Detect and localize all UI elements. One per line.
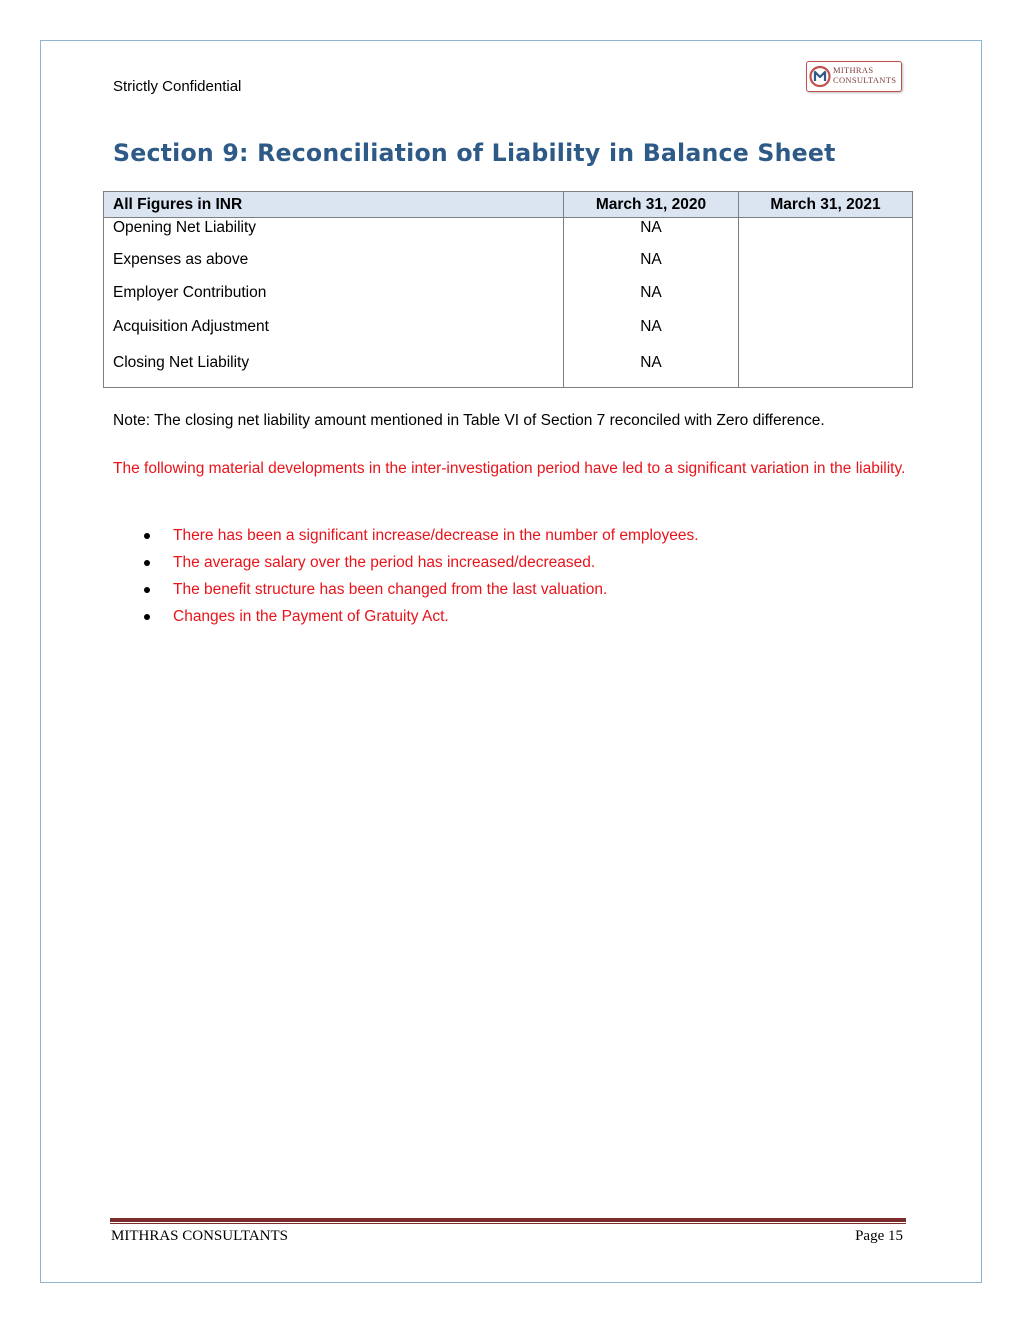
- section-title: Section 9: Reconciliation of Liability in Balance Sheet: [113, 139, 836, 167]
- value-2021: [739, 344, 913, 388]
- row-label: Closing Net Liability: [104, 344, 564, 388]
- column-header-2020: March 31, 2020: [564, 192, 739, 218]
- column-header-figures: All Figures in INR: [104, 192, 564, 218]
- bullet-icon: [144, 587, 150, 593]
- list-item: [140, 552, 699, 579]
- value-2020: NA: [564, 243, 739, 277]
- table-row: [104, 344, 913, 388]
- company-logo: [806, 61, 902, 92]
- page-number: Page 15: [855, 1228, 903, 1244]
- table-row: [104, 277, 913, 311]
- logo-line-2: CONSULTANTS: [833, 74, 897, 85]
- bullet-icon: [144, 533, 150, 539]
- variation-bullet-list: [140, 525, 699, 633]
- variation-intro: The following material developments in the inter-investigation period have led to a significant variation in the liability.: [113, 460, 906, 477]
- value-2020: NA: [564, 344, 739, 388]
- list-item: [140, 525, 699, 552]
- value-2020: NA: [564, 277, 739, 311]
- list-item-text: Changes in the Payment of Gratuity Act.: [173, 608, 449, 625]
- bullet-icon: [144, 614, 150, 620]
- list-item-text: The average salary over the period has increased/decreased.: [173, 554, 596, 571]
- mithras-logo-icon: [807, 62, 833, 91]
- list-item-text: The benefit structure has been changed from the last valuation.: [173, 581, 608, 598]
- value-2020: NA: [564, 310, 739, 344]
- table-row: [104, 243, 913, 277]
- row-label: Expenses as above: [104, 243, 564, 277]
- bullet-icon: [144, 560, 150, 566]
- row-label: Employer Contribution: [104, 277, 564, 311]
- row-label: Opening Net Liability: [104, 218, 564, 244]
- value-2021: [739, 243, 913, 277]
- value-2021: [739, 277, 913, 311]
- footer-divider-thin: [110, 1223, 906, 1224]
- reconciliation-table: [103, 191, 913, 388]
- column-header-2021: March 31, 2021: [739, 192, 913, 218]
- logo-text: [833, 66, 896, 85]
- footer-divider: [110, 1218, 906, 1222]
- list-item: [140, 579, 699, 606]
- reconciliation-note: Note: The closing net liability amount mentioned in Table VI of Section 7 reconciled with Zero difference.: [113, 412, 825, 429]
- row-label: Acquisition Adjustment: [104, 310, 564, 344]
- list-item: [140, 606, 699, 633]
- logo-line-1: MITHRAS: [833, 65, 874, 75]
- confidential-label: Strictly Confidential: [113, 78, 242, 95]
- value-2020: NA: [564, 218, 739, 244]
- list-item-text: There has been a significant increase/decrease in the number of employees.: [173, 527, 699, 544]
- table-row: [104, 310, 913, 344]
- table-row: [104, 218, 913, 244]
- value-2021: [739, 218, 913, 244]
- footer-company: MITHRAS CONSULTANTS: [111, 1228, 289, 1244]
- table-header-row: [104, 192, 913, 218]
- value-2021: [739, 310, 913, 344]
